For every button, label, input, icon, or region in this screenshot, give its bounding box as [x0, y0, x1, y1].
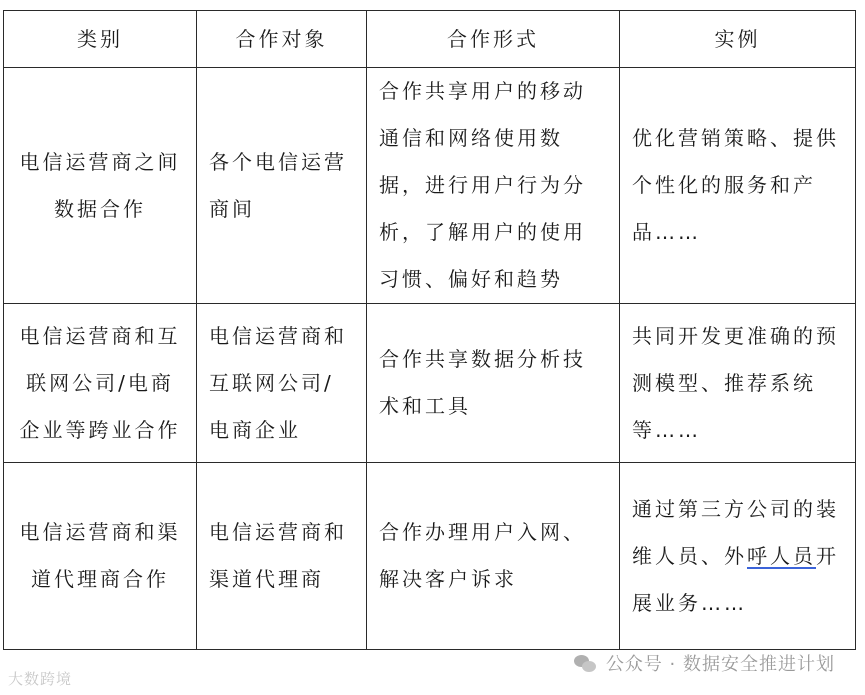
- cell-example: 优化营销策略、提供个性化的服务和产品……: [620, 68, 856, 304]
- wechat-icon: [574, 653, 598, 673]
- table-row: [4, 304, 856, 463]
- cell-example: [620, 463, 856, 650]
- cell-partners: 各个电信运营商间: [197, 68, 367, 304]
- example-text-a: 通过第三方公司的装维人员、外: [632, 496, 839, 568]
- cell-form: 合作共享用户的移动通信和网络使用数据，进行用户行为分析，了解用户的使用习惯、偏好和趋势: [367, 68, 620, 304]
- header-partners: 合作对象: [197, 11, 367, 68]
- cell-partners: 电信运营商和渠道代理商: [197, 463, 367, 650]
- underlined-text: 呼人员: [747, 543, 816, 568]
- watermark-left: 大数跨境: [8, 670, 73, 688]
- cooperation-table: [3, 10, 856, 650]
- header-category: 类别: [4, 11, 197, 68]
- cell-form: 合作共享数据分析技术和工具: [367, 304, 620, 463]
- table-header-row: [4, 11, 856, 68]
- cell-category: 电信运营商和渠道代理商合作: [4, 463, 197, 650]
- cell-example: 共同开发更准确的预测模型、推荐系统等……: [620, 304, 856, 463]
- table-row: [4, 68, 856, 304]
- cell-category: 电信运营商之间数据合作: [4, 68, 197, 304]
- watermark-right: [574, 650, 835, 676]
- watermark-right-text: 公众号 · 数据安全推进计划: [605, 654, 835, 675]
- header-example: 实例: [620, 11, 856, 68]
- cell-partners: 电信运营商和互联网公司/电商企业: [197, 304, 367, 463]
- cell-form: 合作办理用户入网、解决客户诉求: [367, 463, 620, 650]
- example-text-b: 开展业务……: [632, 543, 839, 615]
- table-row: [4, 463, 856, 650]
- header-form: 合作形式: [367, 11, 620, 68]
- cell-category: 电信运营商和互联网公司/电商企业等跨业合作: [4, 304, 197, 463]
